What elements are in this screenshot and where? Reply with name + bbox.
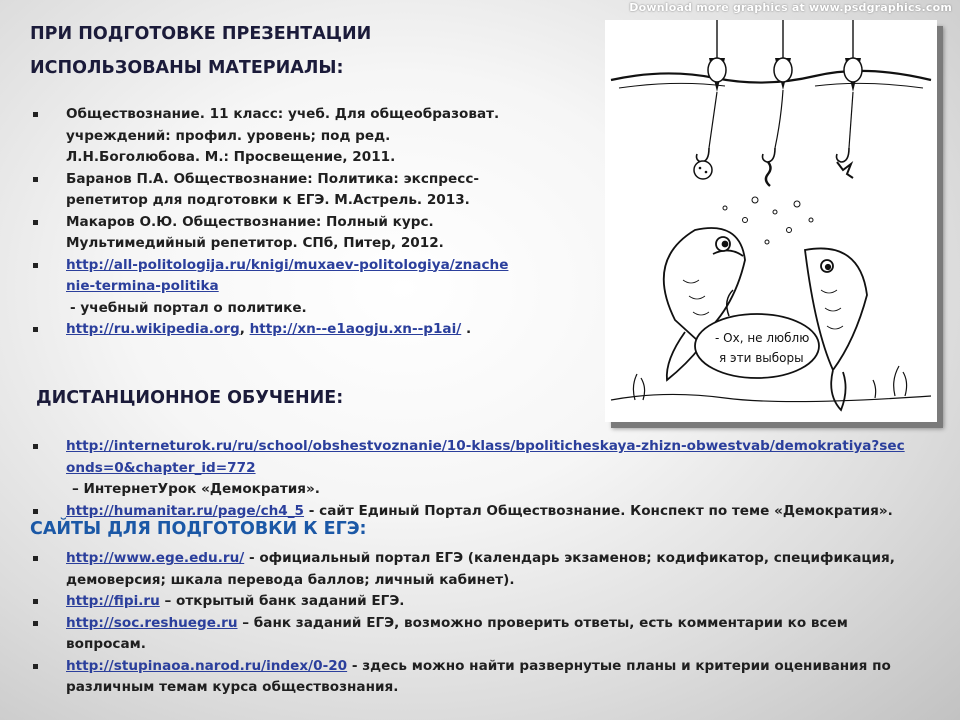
bullet-icon xyxy=(33,621,38,626)
xn-link[interactable]: http://xn--e1aogju.xn--p1ai/ xyxy=(249,321,462,337)
stupinaoa-link[interactable]: http://stupinaoa.narod.ru/index/0-20 xyxy=(66,657,348,674)
materials-title-line2: ИСПОЛЬЗОВАНЫ МАТЕРИАЛЫ: xyxy=(30,58,344,78)
item-text: - официальный портал ЕГЭ (календарь экзаменов; кодификатор, спецификация, xyxy=(244,550,895,566)
materials-item-1 xyxy=(30,104,508,169)
item-text: репетитор для подготовки к ЕГЭ. М.Астрель. 2013. xyxy=(66,192,470,208)
watermark-text: Download more graphics at www.psdgraphics.com xyxy=(629,1,952,14)
materials-item-2 xyxy=(30,169,508,212)
item-text: учреждений: профил. уровень; под ред. xyxy=(66,127,391,144)
bullet-icon xyxy=(33,556,38,561)
materials-item-5 xyxy=(30,319,508,341)
fipi-link[interactable]: http://fipi.ru xyxy=(66,593,160,609)
speech-text-line1: - Ох, не люблю xyxy=(715,331,810,345)
distance-title: ДИСТАНЦИОННОЕ ОБУЧЕНИЕ: xyxy=(36,388,344,408)
ege-edu-link[interactable]: http://www.ege.edu.ru/ xyxy=(66,550,245,566)
distance-item-1 xyxy=(30,436,905,501)
ege-item-4 xyxy=(30,656,895,699)
materials-item-4 xyxy=(30,255,508,320)
float-icon xyxy=(708,58,862,92)
item-text: различным темам курса обществознания. xyxy=(66,679,399,695)
item-text: – банк заданий ЕГЭ, возможно проверить ответы, есть комментарии ко всем xyxy=(237,614,848,631)
bullet-icon xyxy=(33,177,38,182)
politologija-link[interactable]: http://all-politologija.ru/knigi/muxaev-politologiya/znache xyxy=(66,256,509,273)
item-note: - учебный портал о политике. xyxy=(70,299,307,316)
bullet-icon xyxy=(33,263,38,268)
materials-title-line1: ПРИ ПОДГОТОВКЕ ПРЕЗЕНТАЦИИ xyxy=(30,24,372,44)
item-text: Л.Н.Боголюбова. М.: Просвещение, 2011. xyxy=(66,149,396,165)
speech-text-line2: я эти выборы xyxy=(719,351,804,365)
ege-item-3 xyxy=(30,613,895,656)
item-text: - сайт Единый Портал Обществознание. Конспект по теме «Демократия». xyxy=(304,502,893,519)
humanitar-link[interactable]: http://humanitar.ru/page/ch4_5 xyxy=(66,502,305,519)
bullet-icon xyxy=(33,112,38,117)
distance-list xyxy=(30,436,905,522)
item-text: Макаров О.Ю. Обществознание: Полный курс. xyxy=(66,213,434,230)
ege-list xyxy=(30,548,895,699)
ege-item-1 xyxy=(30,548,895,591)
bullet-icon xyxy=(33,220,38,225)
cartoon-illustration xyxy=(605,20,937,422)
bullet-icon xyxy=(33,509,38,514)
item-text: - здесь можно найти развернутые планы и критерии оценивания по xyxy=(347,657,891,674)
bullet-icon xyxy=(33,444,38,449)
politologija-link-cont[interactable]: nie-termina-politika xyxy=(66,278,219,294)
item-text: вопросам. xyxy=(66,636,146,652)
item-text: демоверсия; шкала перевода баллов; личный кабинет). xyxy=(66,571,515,588)
ege-item-2 xyxy=(30,591,895,613)
bullet-icon xyxy=(33,599,38,604)
materials-item-3 xyxy=(30,212,508,255)
wikipedia-link[interactable]: http://ru.wikipedia.org xyxy=(66,321,240,337)
item-note: – ИнтернетУрок «Демократия». xyxy=(72,481,320,497)
item-text: – открытый банк заданий ЕГЭ. xyxy=(159,593,405,609)
ege-title: САЙТЫ ДЛЯ ПОДГОТОВКИ К ЕГЭ: xyxy=(30,519,367,539)
bullet-icon xyxy=(33,327,38,332)
reshuege-link[interactable]: http://soc.reshuege.ru xyxy=(66,614,238,631)
interneturok-link-cont[interactable]: onds=0&chapter_id=772 xyxy=(66,459,256,476)
separator-text: . xyxy=(461,321,472,337)
interneturok-link[interactable]: http://interneturok.ru/ru/school/obshestvoznanie/10-klass/bpoliticheskaya-zhizn-obwestvab/demokratiya?sec xyxy=(66,438,905,454)
item-text: Баранов П.А. Обществознание: Политика: экспресс- xyxy=(66,170,480,187)
item-text: Обществознание. 11 класс: учеб. Для общеобразоват. xyxy=(66,106,500,122)
bullet-icon xyxy=(33,664,38,669)
separator-text: , xyxy=(239,321,250,337)
item-text: Мультимедийный репетитор. СПб, Питер, 2012. xyxy=(66,235,444,251)
materials-list xyxy=(30,104,508,341)
